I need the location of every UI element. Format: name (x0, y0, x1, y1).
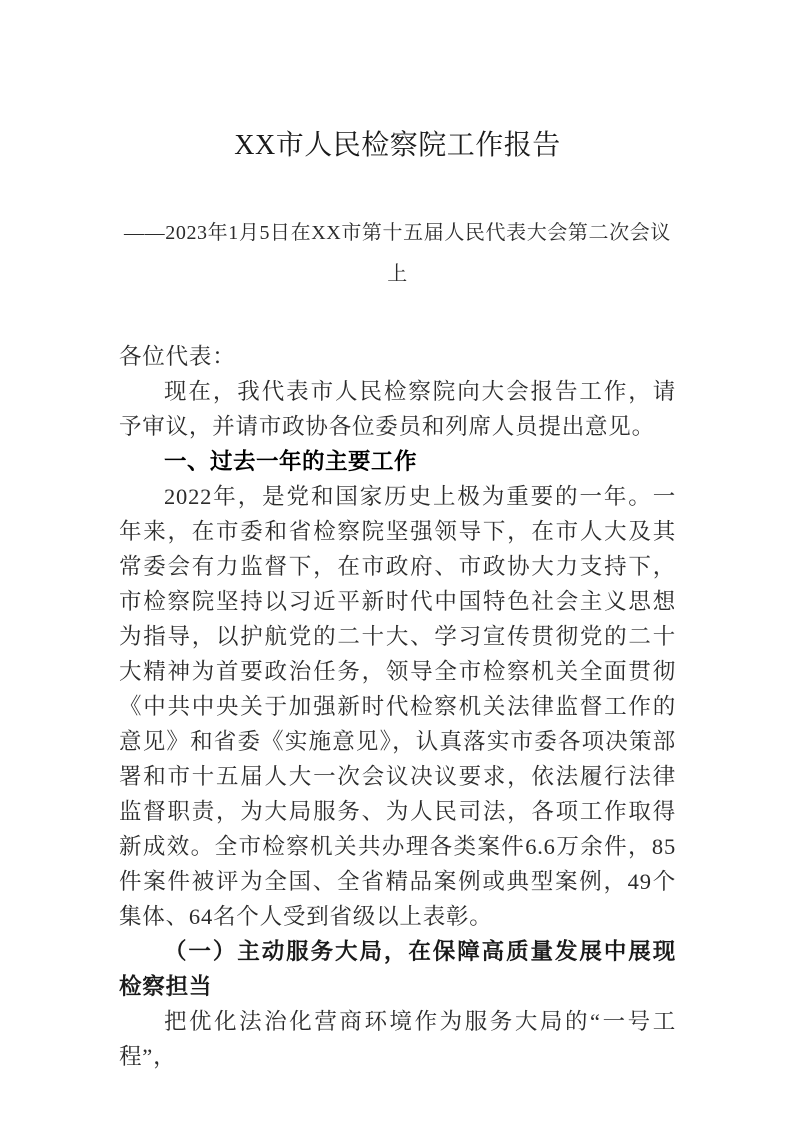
subsection-body-paragraph: 把优化法治化营商环境作为服务大局的“一号工程”， (119, 1009, 676, 1069)
page-title: XX市人民检察院工作报告 (234, 130, 561, 161)
subsection-heading-one: （一）主动服务大局，在保障高质量发展中展现检察担当 (119, 939, 676, 999)
opening-paragraph: 现在，我代表市人民检察院向大会报告工作，请予审议，并请市政协各位委员和列席人员提出意见。 (119, 379, 676, 439)
salutation: 各位代表： (119, 344, 236, 369)
overview-paragraph: 2022年，是党和国家历史上极为重要的一年。一年来，在市委和省检察院坚强领导下，在市人大及其常委会有力监督下，在市政府、市政协大力支持下，市检察院坚持以习近平新时代中国特色社会主义思想为指导，以护航党的二十大、学习宣传贯彻党的二十大精神为首要政治任务，领导全市检察机关全面贯彻《中共中央关于加强新时代检察机关法律监督工作的意见》和省委《实施意见》，认真落实市委各项决策部署和市十五届人大一次会议决议要求，依法履行法律监督职责，为大局服务、为人民司法，各项工作取得新成效。全市检察机关共办理各类案件6.6万余件，85件案件被评为全国、全省精品案例或典型案例，49个集体、64名个人受到省级以上表彰。 (119, 484, 676, 929)
document-content (119, 0, 676, 1074)
document-subtitle: ——2023年1月5日在XX市第十五届人民代表大会第二次会议上 (124, 222, 671, 285)
section-heading-one: 一、过去一年的主要工作 (164, 449, 418, 474)
document-body (119, 374, 676, 1074)
